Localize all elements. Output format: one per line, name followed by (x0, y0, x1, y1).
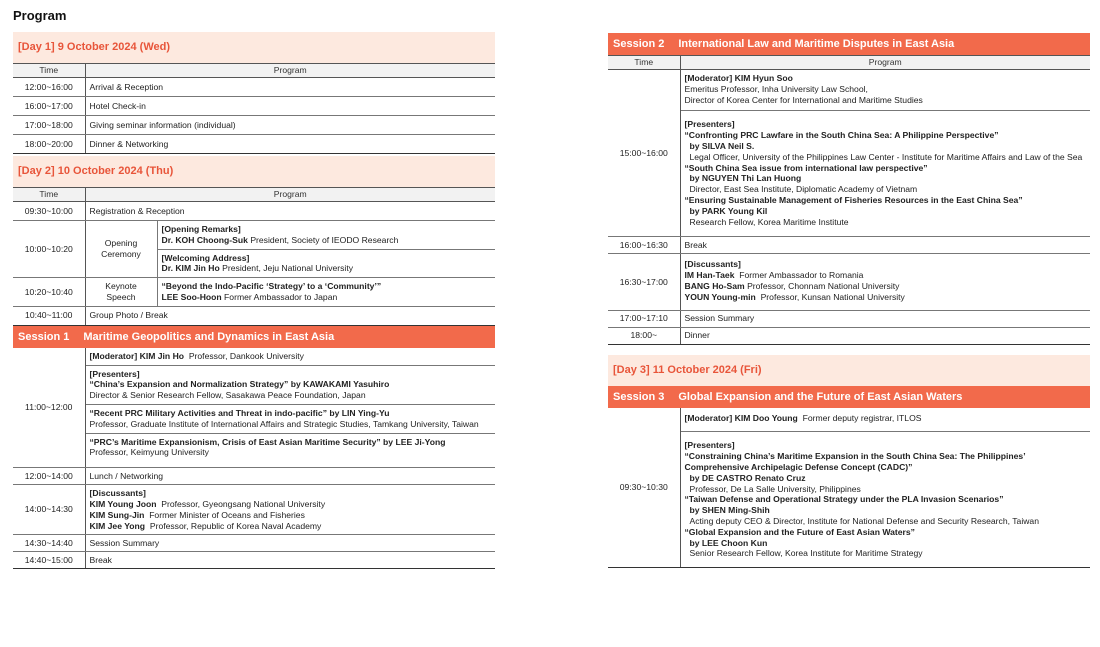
time-cell: 14:30~14:40 (13, 535, 85, 552)
program-cell: Giving seminar information (individual) (85, 116, 495, 135)
speaker-name: Dr. KOH Choong-Suk (161, 234, 248, 245)
time-cell: 10:20~10:40 (13, 278, 85, 307)
table-row (13, 116, 495, 135)
presentation-title: Comprehensive Archipelagic Defense Concept (CADC)” (684, 461, 913, 472)
time-cell: 11:00~12:00 (13, 348, 85, 468)
session-title: Maritime Geopolitics and Dynamics in East Asia (83, 330, 335, 343)
moderator-role: Director of Korea Center for International and Maritime Studies (684, 94, 923, 105)
presenter-name: by DE CASTRO Renato Cruz (689, 472, 806, 483)
time-cell: 17:00~18:00 (13, 116, 85, 135)
presentation-title: “China’s Expansion and Normalization Strategy” by KAWAKAMI Yasuhiro (89, 379, 390, 390)
presenter-role: Director, East Sea Institute, Diplomatic Academy of Vietnam (689, 184, 918, 195)
discussants-heading: [Discussants] (684, 259, 741, 270)
presenter-role: Professor, Keimyung University (89, 447, 209, 458)
table-row (608, 70, 1090, 237)
session3-table (608, 408, 1090, 569)
presenter-name: by SHEN Ming-Shih (689, 505, 770, 516)
table-row (608, 310, 1090, 327)
time-cell: 09:30~10:00 (13, 202, 85, 221)
time-cell: 15:00~16:00 (608, 70, 680, 237)
time-cell: 16:30~17:00 (608, 254, 680, 310)
table-row (13, 97, 495, 116)
discussant-name: BANG Ho-Sam (684, 280, 745, 291)
session3-header (608, 386, 1090, 408)
table-row (13, 278, 495, 307)
presentation-title: “South China Sea issue from international law perspective” (684, 162, 928, 173)
discussant-name: IM Han-Taek (684, 270, 735, 281)
presentation-title: “Global Expansion and the Future of East Asian Waters” (684, 526, 915, 537)
table-row (13, 468, 495, 485)
table-row (13, 306, 495, 325)
presenter-role: Professor, Graduate Institute of International Affairs and Strategic Studies, Tamkang University, Taiwan (89, 418, 479, 429)
discussant-role: Professor, Chonnam National University (747, 280, 900, 291)
time-cell: 14:00~14:30 (13, 485, 85, 535)
session-title: International Law and Maritime Disputes in East Asia (678, 38, 955, 50)
discussant-role: Former Ambassador to Romania (739, 270, 864, 281)
discussant-role: Former Minister of Oceans and Fisheries (149, 509, 305, 520)
table-row (608, 254, 1090, 310)
moderator-role: Professor, Dankook University (188, 350, 304, 361)
presenter-name: by PARK Young Kil (689, 205, 768, 216)
presenter-role: Research Fellow, Korea Maritime Institute (689, 216, 849, 227)
program-cell: Session Summary (85, 535, 495, 552)
session2-table (608, 55, 1090, 345)
time-cell: 18:00~20:00 (13, 135, 85, 154)
presenters-heading: [Presenters] (684, 119, 735, 130)
keynote-label: Keynote Speech (85, 278, 157, 307)
table-row (13, 552, 495, 569)
discussant-role: Professor, Gyeongsang National University (161, 498, 326, 509)
opening-remarks-heading: [Opening Remarks] (161, 224, 241, 234)
program-cell: Group Photo / Break (85, 306, 495, 325)
discussant-role: Professor, Kunsan National University (760, 291, 905, 302)
session-title: Global Expansion and the Future of East Asian Waters (678, 390, 963, 403)
day1-header: [Day 1] 9 October 2024 (Wed) (13, 32, 495, 63)
program-cell: Dinner (680, 327, 1090, 344)
presenter-name: by SILVA Neil S. (689, 140, 755, 151)
discussant-name: KIM Sung-Jin (89, 509, 145, 520)
presenter-role: Legal Officer, University of the Philippines Law Center - Institute for Maritime Affairs and Law of the Sea (689, 151, 1083, 162)
speaker-name: LEE Soo-Hoon (161, 291, 222, 302)
table-row (13, 348, 495, 468)
program-cell: Dinner & Networking (85, 135, 495, 154)
opening-ceremony-label: Opening Ceremony (85, 221, 157, 278)
time-cell: 09:30~10:30 (608, 408, 680, 568)
session2-header (608, 33, 1090, 55)
time-cell: 17:00~17:10 (608, 310, 680, 327)
right-column (608, 33, 1090, 568)
discussants-heading: [Discussants] (89, 488, 146, 499)
presenter-role: Professor, De La Salle University, Philippines (689, 483, 861, 494)
keynote-title: “Beyond the Indo-Pacific ‘Strategy’ to a ‘Community’” (161, 281, 382, 292)
presentation-title: “Constraining China’s Maritime Expansion in the South China Sea: The Philippines’ (684, 451, 1026, 462)
moderator-name: [Moderator] KIM Hyun Soo (684, 73, 793, 83)
program-header: Program (85, 188, 495, 202)
time-header: Time (13, 188, 85, 202)
program-header: Program (85, 64, 495, 78)
session1-table (13, 348, 495, 570)
page-title: Program (13, 8, 67, 23)
presenter-role: Senior Research Fellow, Korea Institute for Maritime Strategy (689, 548, 923, 559)
day2-table (13, 187, 495, 326)
session-number: Session 2 (613, 38, 665, 50)
program-cell: Session Summary (680, 310, 1090, 327)
discussant-name: YOUN Young-min (684, 291, 756, 302)
time-cell: 12:00~14:00 (13, 468, 85, 485)
program-cell: Hotel Check-in (85, 97, 495, 116)
speaker-role: President, Jeju National University (222, 263, 354, 274)
presenters-heading: [Presenters] (684, 440, 735, 451)
left-column (13, 32, 495, 569)
table-row (13, 221, 495, 278)
presenter-name: by NGUYEN Thi Lan Huong (689, 173, 802, 184)
presentation-title: “PRC’s Maritime Expansionism, Crisis of East Asian Maritime Security” by LEE Ji-Yong (89, 436, 446, 447)
program-cell: Lunch / Networking (85, 468, 495, 485)
discussant-name: KIM Young Joon (89, 498, 157, 509)
program-cell: Break (85, 552, 495, 569)
day3-header: [Day 3] 11 October 2024 (Fri) (608, 355, 1090, 386)
program-cell: Registration & Reception (85, 202, 495, 221)
presentation-title: “Recent PRC Military Activities and Threat in indo-pacific” by LIN Ying-Yu (89, 407, 390, 418)
table-row (608, 408, 1090, 568)
presenters-heading: [Presenters] (89, 368, 140, 379)
presentation-title: “Ensuring Sustainable Management of Fisheries Resources in the East China Sea” (684, 194, 1023, 205)
table-row (13, 535, 495, 552)
speaker-name: Dr. KIM Jin Ho (161, 263, 220, 274)
presentation-title: “Taiwan Defense and Operational Strategy under the PLA Invasion Scenarios” (684, 494, 1004, 505)
session-number: Session 1 (18, 330, 70, 343)
table-row (13, 135, 495, 154)
time-cell: 14:40~15:00 (13, 552, 85, 569)
session1-header (13, 326, 495, 348)
discussant-name: KIM Jee Yong (89, 520, 146, 531)
program-cell: Break (680, 237, 1090, 254)
session-number: Session 3 (613, 390, 665, 403)
table-row (13, 78, 495, 97)
time-header: Time (13, 64, 85, 78)
moderator-role: Former deputy registrar, ITLOS (802, 412, 922, 423)
speaker-role: Former Ambassador to Japan (224, 291, 338, 302)
discussant-role: Professor, Republic of Korea Naval Academy (149, 520, 322, 531)
presentation-title: “Confronting PRC Lawfare in the South China Sea: A Philippine Perspective” (684, 130, 999, 141)
time-cell: 18:00~ (608, 327, 680, 344)
presenter-name: by LEE Choon Kun (689, 537, 768, 548)
table-row (608, 327, 1090, 344)
presenter-role: Director & Senior Research Fellow, Sasakawa Peace Foundation, Japan (89, 390, 366, 401)
time-header: Time (608, 56, 680, 70)
time-cell: 10:40~11:00 (13, 306, 85, 325)
time-cell: 16:00~16:30 (608, 237, 680, 254)
day1-table (13, 63, 495, 154)
table-row (13, 485, 495, 535)
presenter-role: Acting deputy CEO & Director, Institute for National Defense and Security Research, Taiwan (689, 515, 1039, 526)
day2-header: [Day 2] 10 October 2024 (Thu) (13, 156, 495, 187)
moderator-name: [Moderator] KIM Jin Ho (89, 350, 185, 361)
speaker-role: President, Society of IEODO Research (250, 234, 399, 245)
moderator-name: [Moderator] KIM Doo Young (684, 412, 798, 423)
table-row (13, 202, 495, 221)
time-cell: 12:00~16:00 (13, 78, 85, 97)
time-cell: 16:00~17:00 (13, 97, 85, 116)
table-row (608, 237, 1090, 254)
time-cell: 10:00~10:20 (13, 221, 85, 278)
program-header: Program (680, 56, 1090, 70)
program-cell: Arrival & Reception (85, 78, 495, 97)
welcoming-address-heading: [Welcoming Address] (161, 252, 250, 263)
moderator-role: Emeritus Professor, Inha University Law School, (684, 83, 868, 94)
